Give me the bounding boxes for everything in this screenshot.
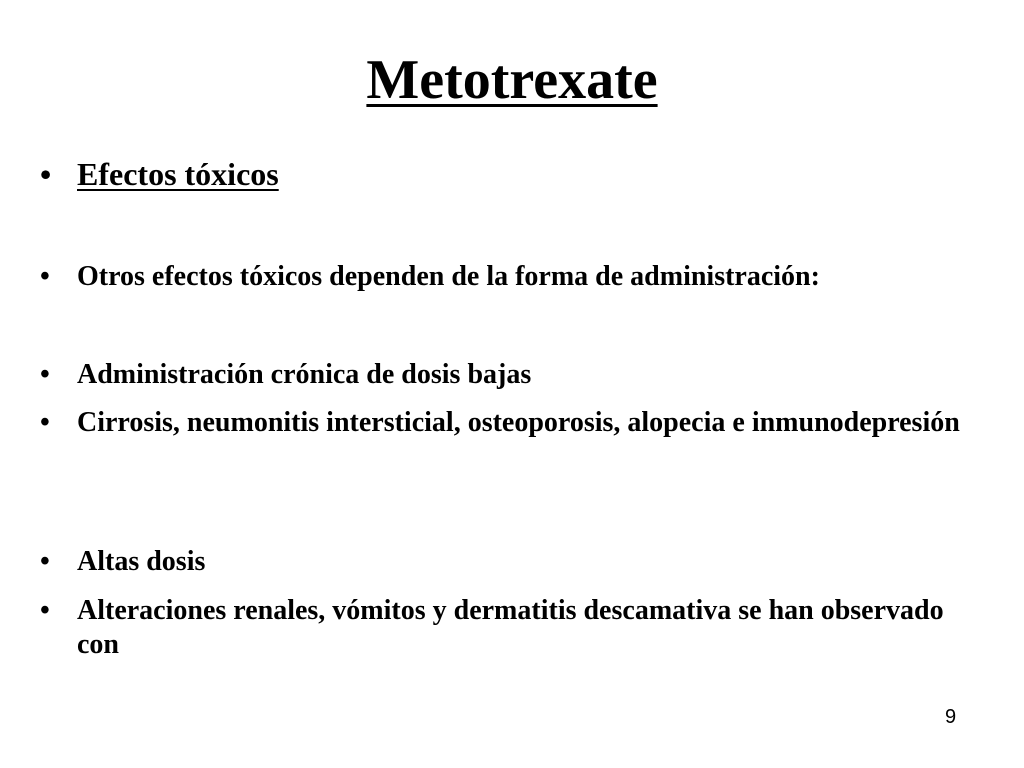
bullet-icon: • — [40, 407, 50, 438]
bullet-icon: • — [40, 546, 50, 577]
slide-title: Metotrexate — [366, 49, 658, 111]
bullet-icon: • — [40, 261, 50, 292]
bullet-text: Cirrosis, neumonitis intersticial, osteoporosis, alopecia e inmunodepresión — [77, 407, 960, 438]
bullet-text: Administración crónica de dosis bajas — [77, 359, 532, 390]
bullet-text: Efectos tóxicos — [77, 156, 279, 192]
bullet-text: Alteraciones renales, vómitos y dermatitis descamativa se han observado con — [77, 595, 944, 660]
bullet-icon: • — [40, 595, 50, 626]
page-number: 9 — [945, 706, 957, 728]
bullet-text: Altas dosis — [77, 546, 206, 577]
bullet-text: Otros efectos tóxicos dependen de la forma de administración: — [77, 261, 820, 292]
bullet-icon: • — [40, 359, 50, 390]
bullet-icon: • — [40, 156, 52, 192]
